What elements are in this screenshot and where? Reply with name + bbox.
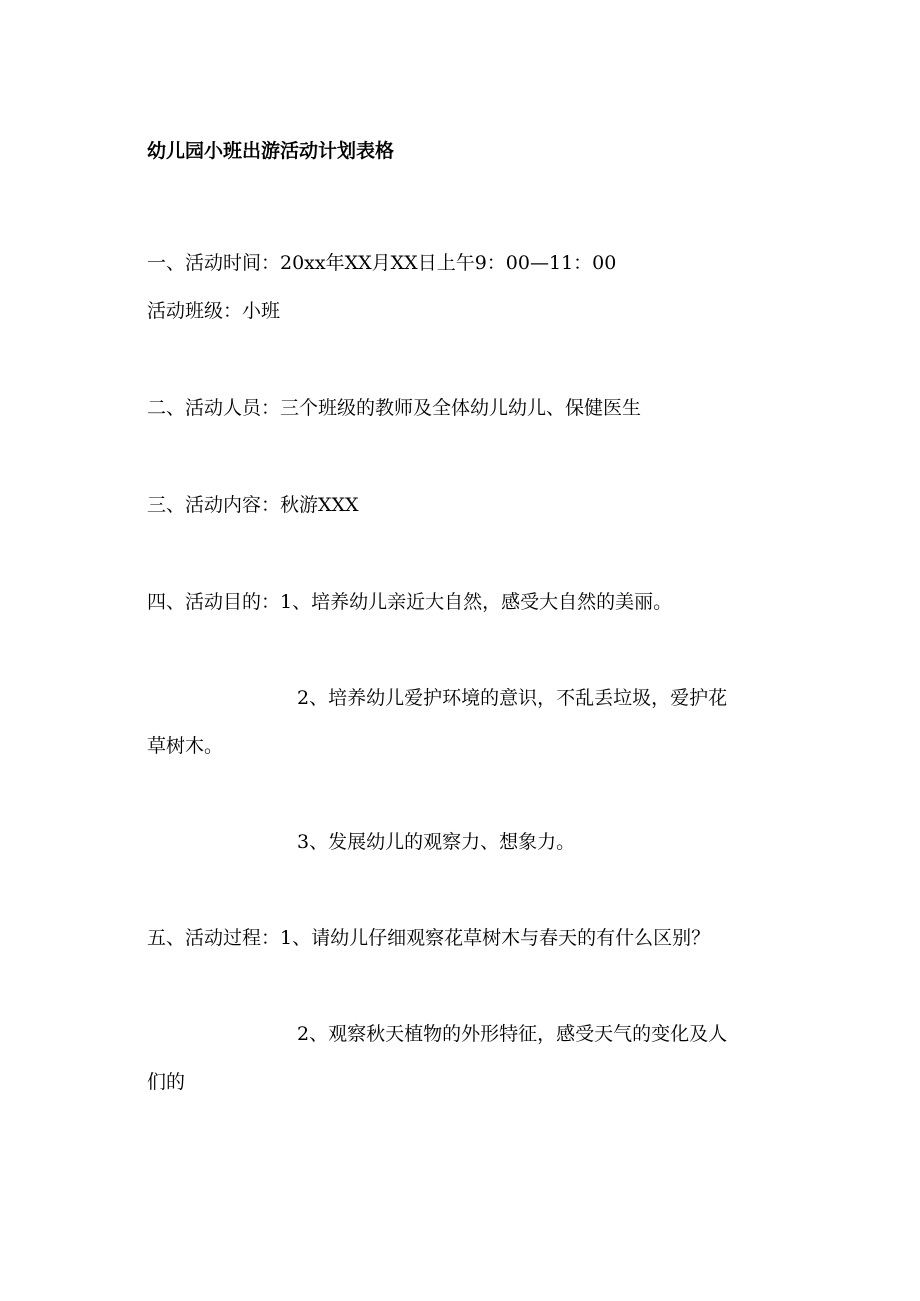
purpose-item-2-line-1: 2、培养幼儿爱护环境的意识，不乱丢垃圾，爱护花: [297, 687, 728, 709]
purpose-item-2-line-2: 草树木。: [147, 735, 224, 757]
activity-content: 三、活动内容：秋游XXX: [147, 494, 359, 516]
process-item-2-line-1: 2、观察秋天植物的外形特征，感受天气的变化及人: [297, 1023, 728, 1045]
activity-class: 活动班级：小班: [147, 300, 281, 322]
purpose-item-1: 四、活动目的：1、培养幼儿亲近大自然，感受大自然的美丽。: [147, 591, 673, 613]
process-item-1: 五、活动过程：1、请幼儿仔细观察花草树木与春天的有什么区别？: [147, 927, 711, 949]
process-item-2-line-2: 们的: [147, 1071, 186, 1093]
purpose-item-3: 3、发展幼儿的观察力、想象力。: [297, 831, 576, 853]
document-title: 幼儿园小班出游活动计划表格: [147, 140, 395, 162]
activity-people: 二、活动人员：三个班级的教师及全体幼儿幼儿、保健医生: [147, 397, 642, 419]
activity-time: 一、活动时间：20xx年XX月XX日上午9：00—11：00: [147, 252, 617, 274]
